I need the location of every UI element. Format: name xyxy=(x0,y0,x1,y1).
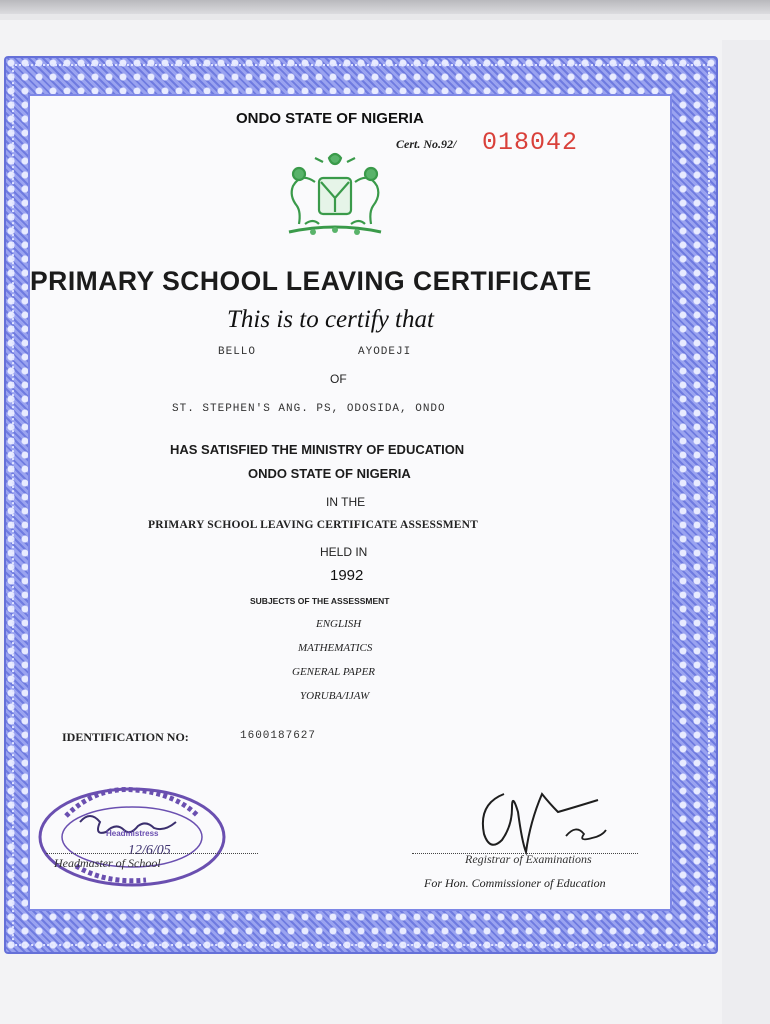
candidate-first-name: AYODEJI xyxy=(358,346,412,358)
identification-label: IDENTIFICATION NO: xyxy=(62,730,189,744)
registrar-signature-icon xyxy=(470,780,630,860)
school-name: ST. STEPHEN'S ANG. PS, ODOSIDA, ONDO xyxy=(172,403,446,415)
ministry-line-2: ONDO STATE OF NIGERIA xyxy=(248,466,411,481)
paper-margin xyxy=(722,40,770,1024)
in-the-label: IN THE xyxy=(326,495,366,509)
held-in-label: HELD IN xyxy=(320,545,368,559)
candidate-surname: BELLO xyxy=(218,346,257,358)
headmaster-signature-line xyxy=(46,853,258,854)
ministry-line-1: HAS SATISFIED THE MINISTRY OF EDUCATION xyxy=(170,442,465,457)
issuing-state: ONDO STATE OF NIGERIA xyxy=(236,110,424,127)
subject-item: ENGLISH xyxy=(316,618,362,630)
school-stamp-icon xyxy=(36,786,228,888)
coat-of-arms-icon xyxy=(275,148,395,244)
of-label: OF xyxy=(330,372,347,386)
subject-item: GENERAL PAPER xyxy=(292,666,376,678)
cert-number: 018042 xyxy=(482,128,579,157)
scan-edge xyxy=(0,0,770,14)
commissioner-label: For Hon. Commissioner of Education xyxy=(424,876,606,890)
subject-item: MATHEMATICS xyxy=(298,642,373,654)
certificate-title: PRIMARY SCHOOL LEAVING CERTIFICATE xyxy=(30,266,592,296)
registrar-label: Registrar of Examinations xyxy=(465,852,592,866)
identification-number: 1600187627 xyxy=(240,730,317,742)
svg-text:Headmistress: Headmistress xyxy=(106,829,159,838)
certify-statement: This is to certify that xyxy=(227,306,434,333)
headmaster-label: Headmaster of School xyxy=(54,856,161,870)
cert-number-label: Cert. No.92/ xyxy=(396,137,457,151)
subjects-heading: SUBJECTS OF THE ASSESSMENT xyxy=(250,596,390,606)
subject-item: YORUBA/IJAW xyxy=(300,690,370,702)
assessment-name: PRIMARY SCHOOL LEAVING CERTIFICATE ASSESSMENT xyxy=(148,519,479,531)
assessment-year: 1992 xyxy=(330,567,364,584)
svg-text:12/6/05: 12/6/05 xyxy=(128,843,171,858)
